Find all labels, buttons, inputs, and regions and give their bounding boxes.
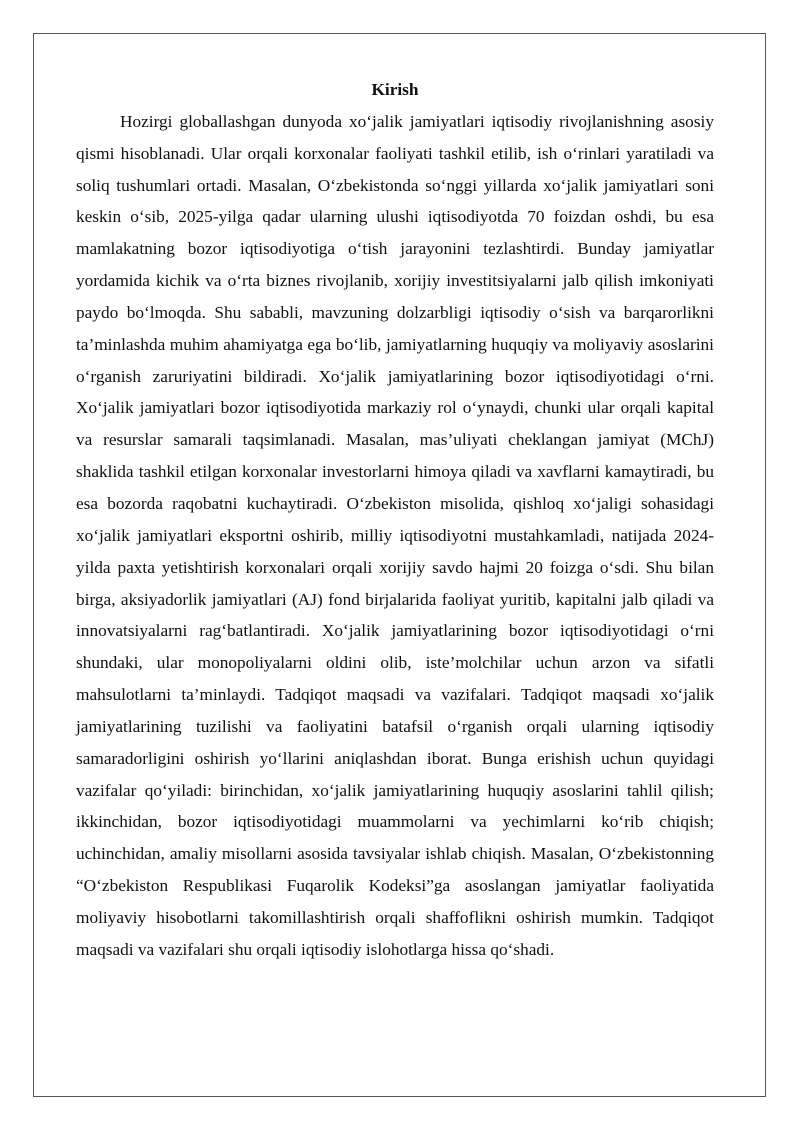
- document-title: Kirish: [371, 80, 419, 99]
- body-paragraph: Hozirgi globallashgan dunyoda xo‘jalik jamiyatlari iqtisodiy rivojlanishning asosiy qismi hisoblanadi. Ular orqali korxonalar faoliyati tashkil etilib, ish o‘rinlari yaratiladi va soliq tushumlari ortadi. Masalan, O‘zbekistonda so‘nggi yillarda xo‘jalik jamiyatlari soni keskin o‘sib, 2025-yilga qadar ularning ulushi iqtisodiyotda 70 foizdan oshdi, bu esa mamlakatning bozor iqtisodiyotiga o‘tish jarayonini tezlashtirdi. Bunday jamiyatlar yordamida kichik va o‘rta biznes rivojlanib, xorijiy investitsiyalarni jalb qilish imkoniyati paydo bo‘lmoqda. Shu sababli, mavzuning dolzarbligi iqtisodiy o‘sish va barqarorlikni ta’minlashda muhim ahamiyatga ega bo‘lib, jamiyatlarning huquqiy va moliyaviy asoslarini o‘rganish zaruriyatini bildiradi. Xo‘jalik jamiyatlarining bozor iqtisodiyotidagi o‘rni. Xo‘jalik jamiyatlari bozor iqtisodiyotida markaziy rol o‘ynaydi, chunki ular orqali kapital va resurslar samarali taqsimlanadi. Masalan, mas’uliyati cheklangan jamiyat (MChJ) shaklida tashkil etilgan korxonalar investorlarni himoya qiladi va xavflarni kamaytiradi, bu esa bozorda raqobatni kuchaytiradi. O‘zbekiston misolida, qishloq xo‘jaligi sohasidagi xo‘jalik jamiyatlari eksportni oshirib, milliy iqtisodiyotni mustahkamladi, natijada 2024-yilda paxta yetishtirish korxonalari orqali xorijiy savdo hajmi 20 foizga o‘sdi. Shu bilan birga, aksiyadorlik jamiyatlari (AJ) fond birjalarida faoliyat yuritib, kapitalni jalb qiladi va innovatsiyalarni rag‘batlantiradi. Xo‘jalik jamiyatlarining bozor iqtisodiyotidagi o‘rni shundaki, ular monopoliyalarni oldini olib, iste’molchilar uchun arzon va sifatli mahsulotlarni ta’minlaydi. Tadqiqot maqsadi va vazifalari. Tadqiqot maqsadi xo‘jalik jamiyatlarining tuzilishi va faoliyatini batafsil o‘rganish orqali ularning iqtisodiy samaradorligini oshirish yo‘llarini aniqlashdan iborat. Bunga erishish uchun quyidagi vazifalar qo‘yiladi: birinchidan, xo‘jalik jamiyatlarining huquqiy asoslarini tahlil qilish; ikkinchidan, bozor iqtisodiyotidagi muammolarni va yechimlarni ko‘rib chiqish; uchinchidan, amaliy misollarni asosida tavsiyalar ishlab chiqish. Masalan, O‘zbekistonning “O‘zbekiston Respublikasi Fuqarolik Kodeksi”ga asoslangan jamiyatlar faoliyatida moliyaviy hisobotlarni takomillashtirish orqali shaffoflikni oshirish mumkin. Tadqiqot maqsadi va vazifalari shu orqali iqtisodiy islohotlarga hissa qo‘shadi.: [76, 111, 714, 959]
- document-content: [76, 74, 714, 966]
